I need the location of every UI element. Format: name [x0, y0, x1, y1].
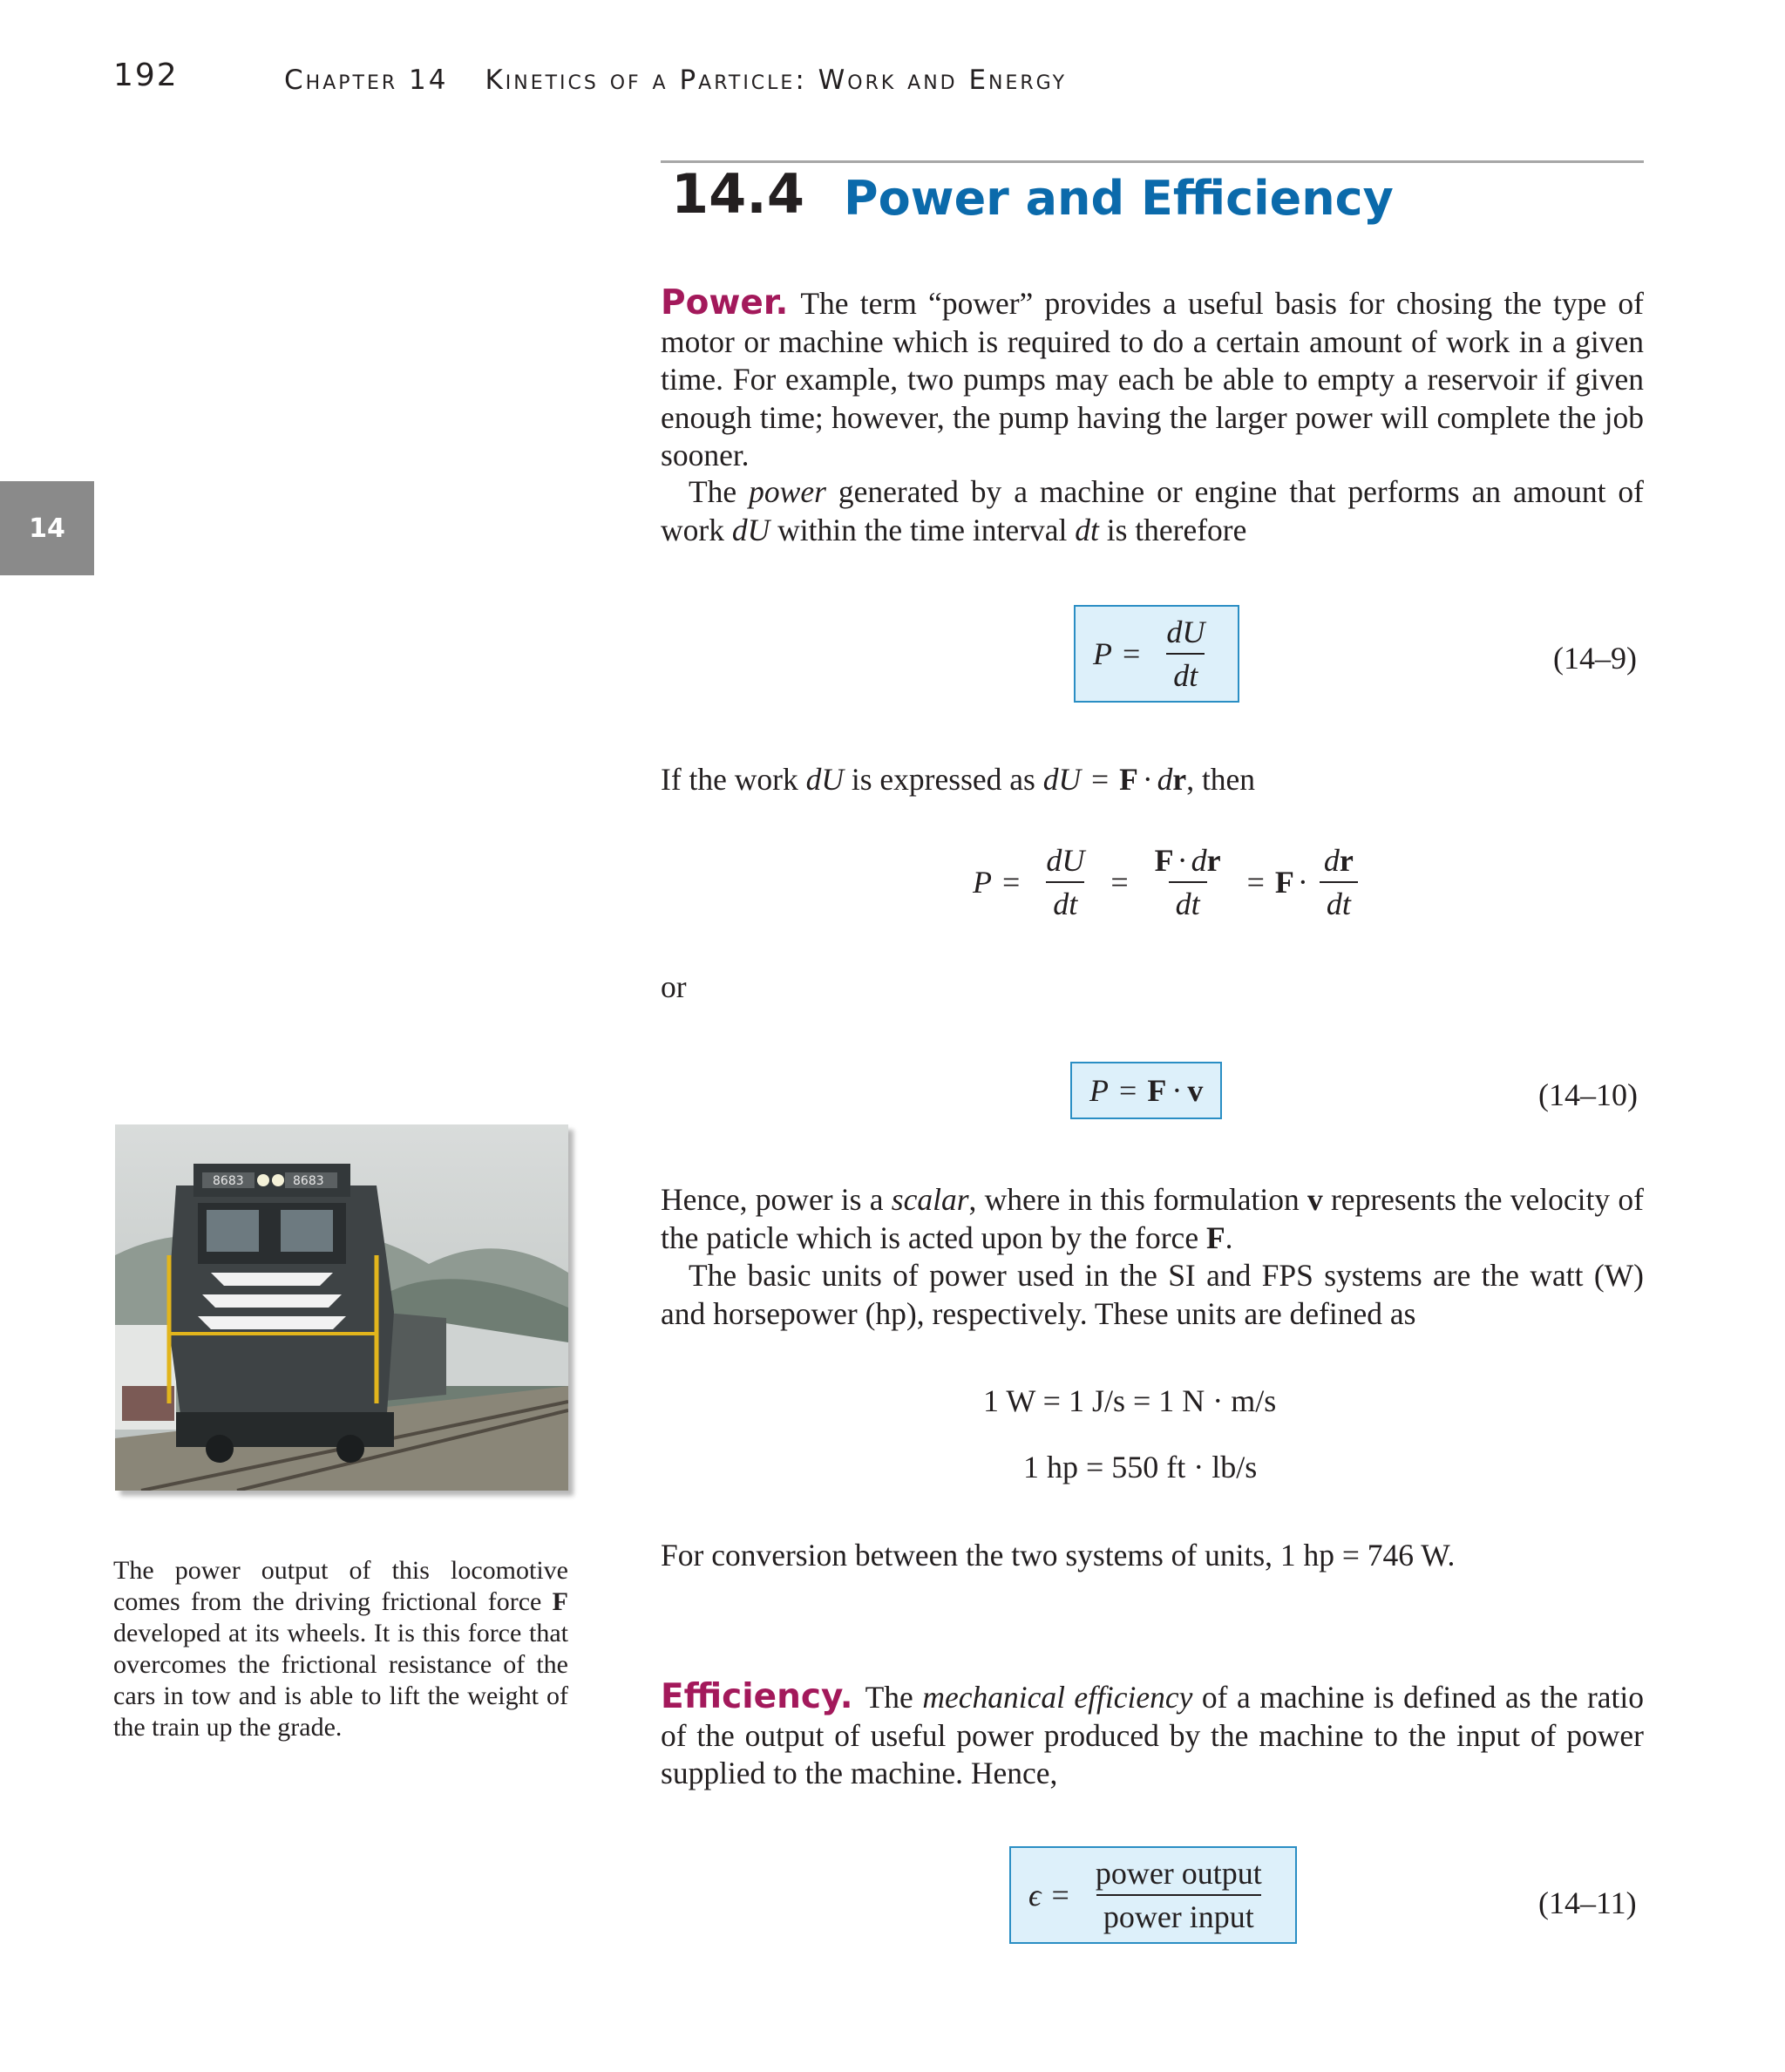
text-run: If the work: [661, 762, 806, 797]
symbol-epsilon: ϵ: [1028, 1878, 1042, 1912]
numerator: dU: [1166, 615, 1205, 649]
symbol-F: F: [1205, 1219, 1225, 1255]
symbol-r: r: [1172, 762, 1187, 797]
figure-caption: [113, 1555, 568, 1743]
equation-number-14-10: (14–10): [1538, 1077, 1638, 1112]
fps-units-equation: 1 hp = 550 ft · lb/s: [1023, 1450, 1258, 1484]
equals-sign: =: [1051, 1878, 1069, 1912]
symbol-d: d: [1323, 843, 1340, 878]
dot-operator: ·: [1177, 843, 1188, 878]
text-run: , where in this formulation: [968, 1182, 1307, 1217]
work-sentence: [661, 761, 1644, 799]
denominator: dt: [1166, 653, 1205, 694]
symbol-dt: dt: [1075, 512, 1099, 547]
text-run: , then: [1186, 762, 1256, 797]
term-power: power: [749, 474, 826, 509]
section-title: Power and Efficiency: [844, 171, 1394, 226]
term-mechanical-efficiency: mechanical efficiency: [922, 1680, 1193, 1715]
text-run: The power output of this locomotive comes from the driving frictional force: [113, 1556, 568, 1616]
dot-operator: ·: [1297, 865, 1308, 900]
denominator: dt: [1320, 881, 1358, 922]
symbol-dU: dU: [731, 512, 770, 547]
or-text: or: [661, 969, 687, 1004]
text-run: is therefore: [1098, 512, 1247, 547]
symbol-d: d: [1191, 843, 1207, 878]
running-head: [284, 65, 1067, 96]
section-rule: [661, 160, 1644, 163]
symbol-dU: dU: [805, 762, 844, 797]
locomotive-illustration: [115, 1124, 568, 1491]
equals-sign: =: [1123, 636, 1141, 671]
symbol-F: F: [1119, 762, 1138, 797]
symbol-F: F: [1147, 1073, 1167, 1108]
loco-number-right: 8683: [293, 1174, 324, 1188]
power-definition-paragraph: [661, 473, 1644, 549]
term-scalar: scalar: [891, 1182, 969, 1217]
denominator: dt: [1046, 881, 1084, 922]
locomotive-photo: [115, 1124, 568, 1491]
symbol-F: F: [552, 1587, 568, 1616]
symbol-F: F: [1274, 865, 1294, 900]
symbol-P: P: [973, 865, 992, 900]
chapter-title: Kinetics of a Particle: Work and Energy: [485, 65, 1068, 96]
text-run: The: [865, 1680, 923, 1715]
page-number: 192: [113, 58, 179, 93]
equation-14-10: [1070, 1062, 1222, 1119]
symbol-dU: dU: [1042, 762, 1082, 797]
equals-sign: =: [1110, 865, 1129, 900]
equals-sign: =: [1246, 865, 1265, 900]
numerator: power output: [1095, 1856, 1262, 1891]
loco-number-left: 8683: [213, 1174, 244, 1188]
symbol-r: r: [1206, 843, 1221, 878]
chapter-label: Chapter 14: [284, 65, 449, 96]
units-paragraph: The basic units of power used in the SI and FPS systems are the watt (W) and horsepower (hp), respectively. These units are defined as: [661, 1258, 1644, 1331]
text-run: developed at its wheels. It is this force that overcomes the frictional resistance of the cars in tow and is able to lift the weight of the train up the grade.: [113, 1619, 568, 1742]
equation-number-14-11: (14–11): [1538, 1885, 1637, 1920]
power-intro-text: The term “power” provides a useful basis for chosing the type of motor or machine which is required to do a certain amount of work in a given time. For example, two pumps may each be able to empty a reservoir if given enough time; however, the pump having the larger power will complete the job sooner.: [661, 286, 1644, 472]
efficiency-paragraph: [661, 1678, 1644, 1793]
symbol-d: d: [1157, 762, 1173, 797]
fraction: [1089, 1855, 1269, 1935]
fraction-dr-dt: [1317, 842, 1361, 922]
si-units-equation: 1 W = 1 J/s = 1 N · m/s: [983, 1383, 1277, 1418]
fraction-Fdr-dt: [1148, 842, 1228, 922]
dot-operator: ·: [1171, 1073, 1183, 1108]
equals-sign: =: [1002, 865, 1021, 900]
equals-sign: =: [1119, 1073, 1137, 1108]
text-run: generated by a machine or engine that performs an amount of work: [661, 474, 1644, 547]
conversion-sentence: For conversion between the two systems of units, 1 hp = 746 W.: [661, 1538, 1456, 1573]
efficiency-heading: Efficiency.: [661, 1677, 853, 1716]
equation-number-14-9: (14–9): [1553, 641, 1637, 676]
text-run: The: [689, 474, 750, 509]
text-run: within the time interval: [770, 512, 1076, 547]
denominator: dt: [1169, 881, 1207, 922]
symbol-P: P: [1093, 636, 1112, 671]
fraction-dU-dt: [1039, 842, 1091, 922]
scalar-paragraph: [661, 1181, 1644, 1257]
text-run: of a machine is defined as the ratio of the output of useful power produced by the machine to the input of power supplied to the machine. Hence,: [661, 1680, 1644, 1790]
text-run: .: [1225, 1219, 1233, 1255]
numerator: dU: [1046, 843, 1085, 878]
symbol-F: F: [1154, 843, 1174, 878]
equation-14-11: [1009, 1846, 1297, 1944]
equation-14-9: [1074, 605, 1239, 703]
section-number: 14.4: [671, 162, 804, 226]
chapter-tab: 14: [0, 481, 94, 575]
dot-operator: ·: [1142, 762, 1153, 797]
symbol-P: P: [1089, 1073, 1109, 1108]
power-paragraph: [661, 284, 1644, 475]
symbol-v: v: [1307, 1182, 1323, 1217]
denominator: power input: [1096, 1894, 1261, 1935]
fraction: [1159, 614, 1211, 694]
equals-sign: =: [1091, 762, 1110, 797]
symbol-r: r: [1339, 843, 1354, 878]
power-derivation-equation: [973, 842, 1369, 922]
symbol-v: v: [1187, 1073, 1204, 1108]
text-run: is expressed as: [844, 762, 1043, 797]
text-run: Hence, power is a: [661, 1182, 892, 1217]
power-heading: Power.: [661, 283, 789, 323]
text-run: represents the velocity of the paticle which is acted upon by the force: [661, 1182, 1644, 1255]
